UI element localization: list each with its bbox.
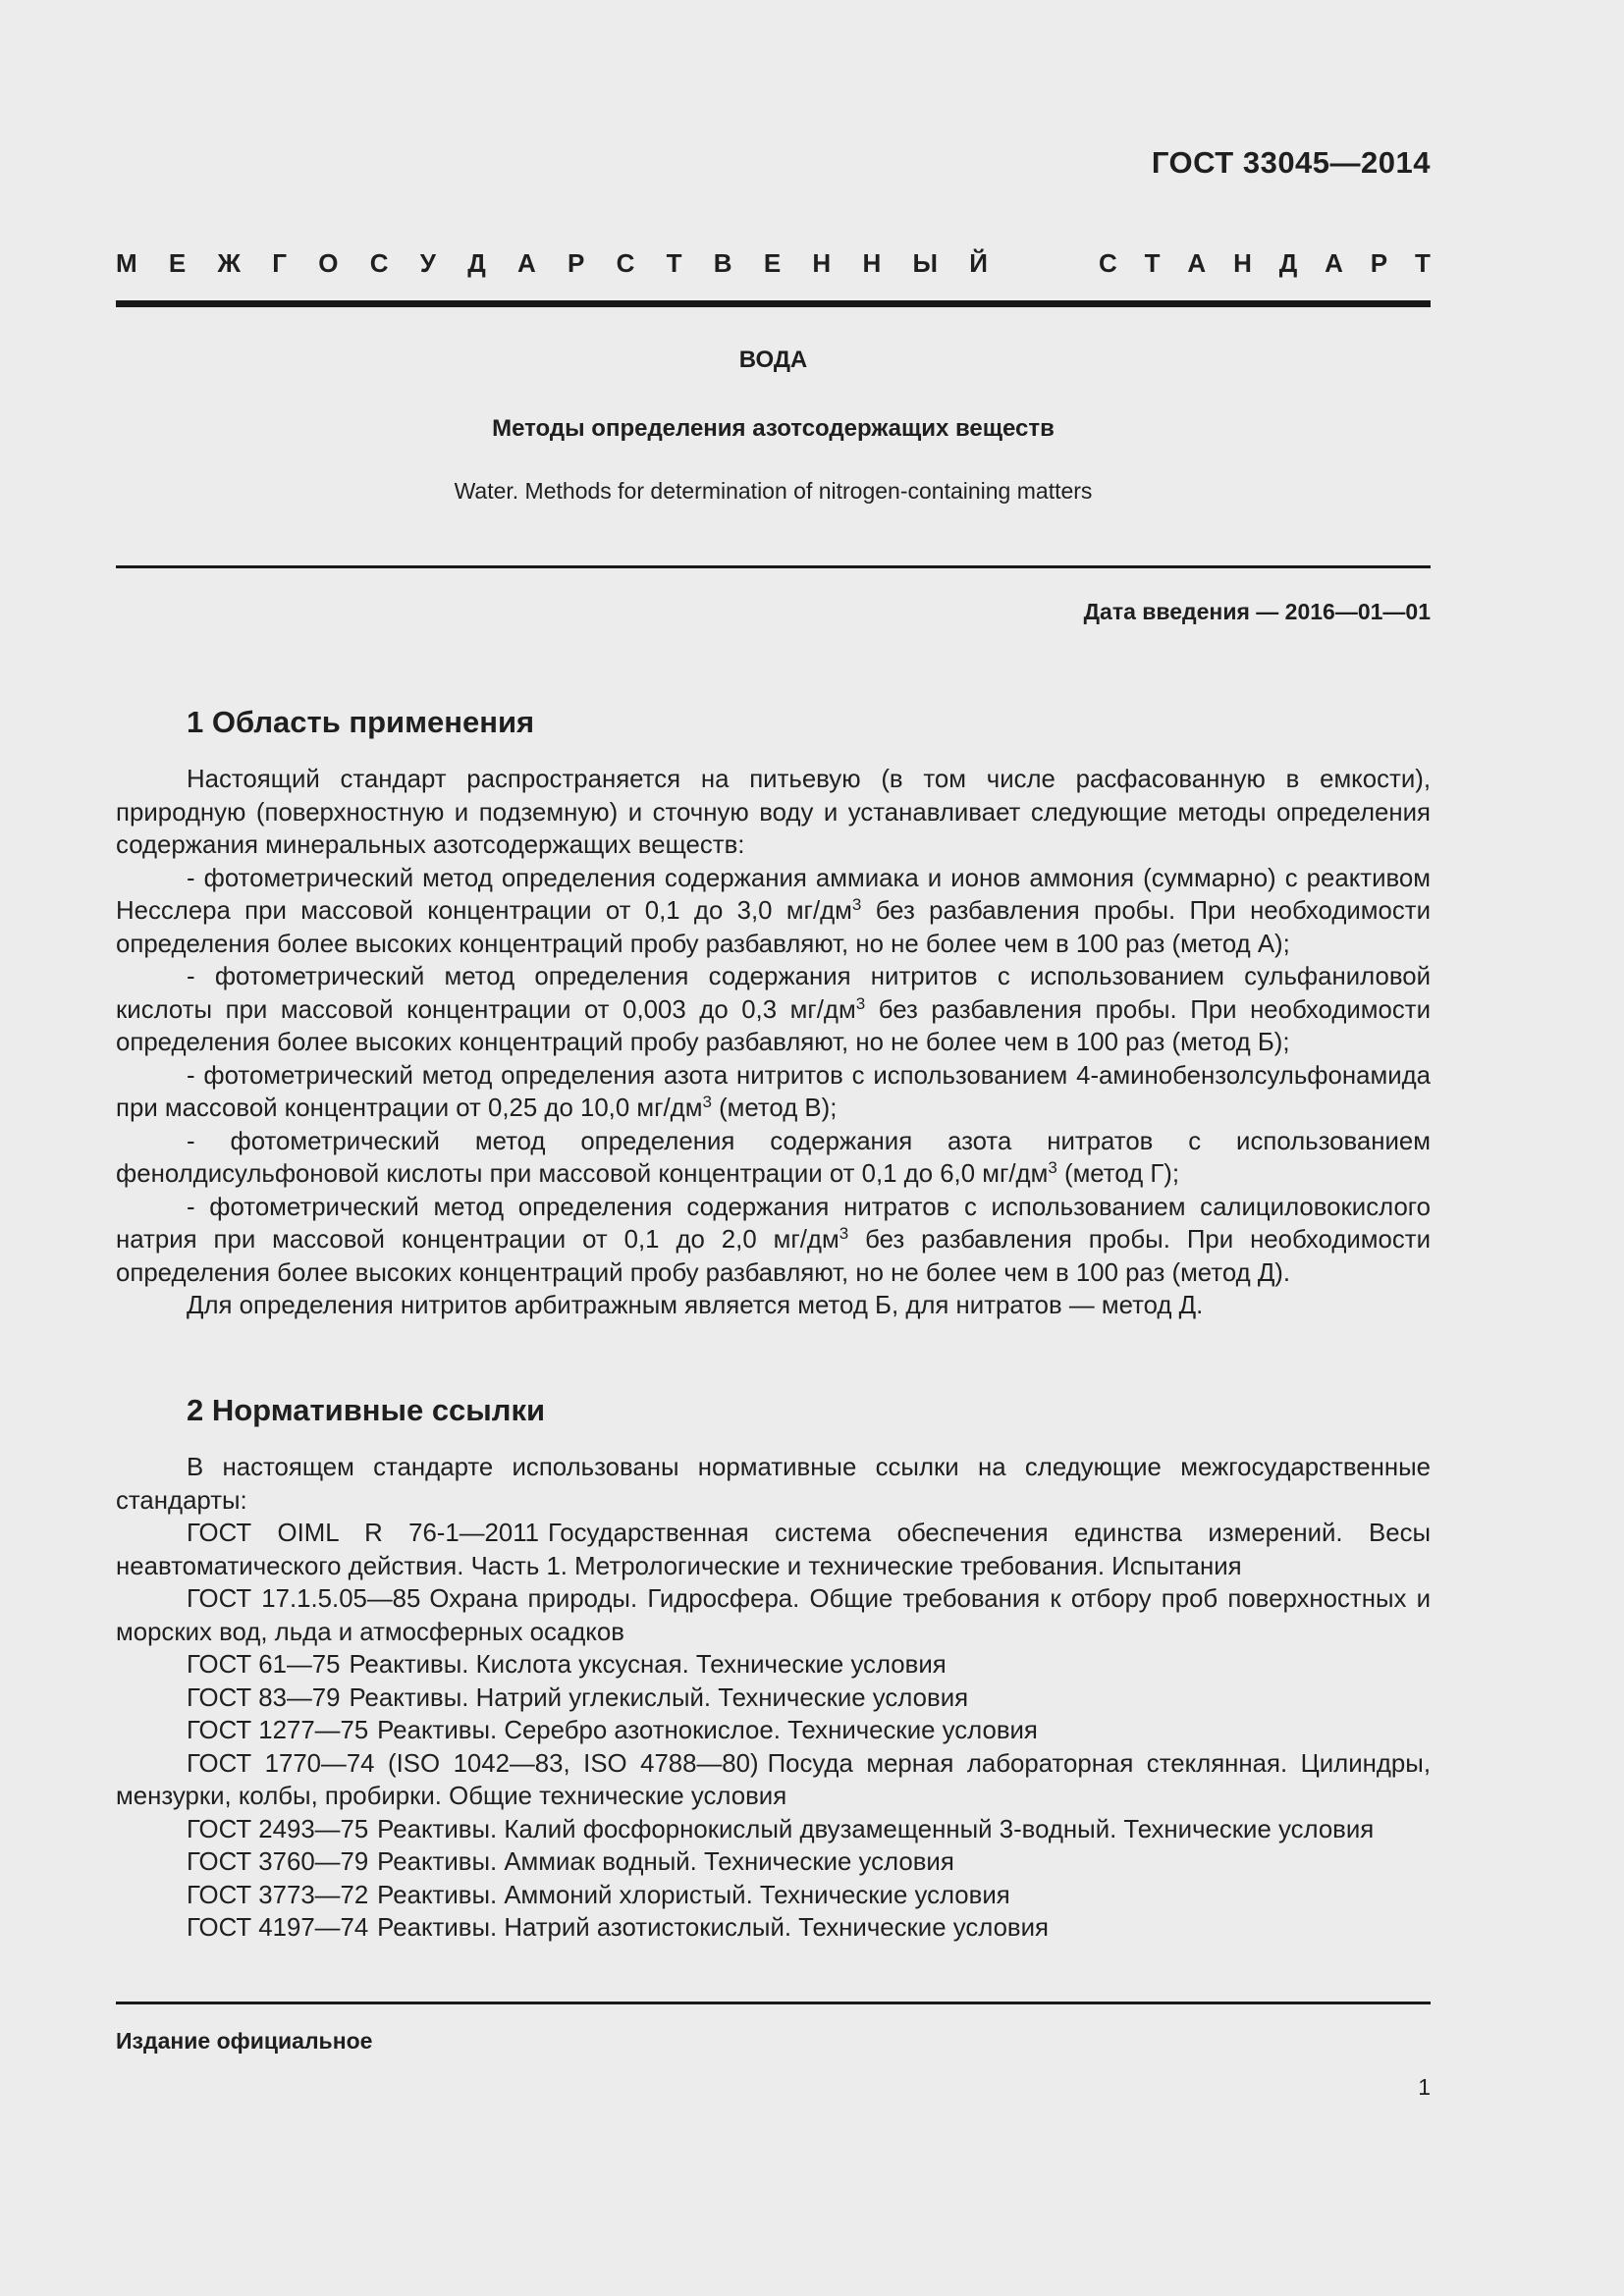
section-heading: 2 Нормативные ссылки: [187, 1393, 546, 1427]
reference-item: [116, 1715, 1431, 1748]
banner-letter: Й: [969, 248, 988, 278]
banner-letter: Е: [763, 248, 782, 278]
official-edition-label: Издание официальное: [116, 2028, 373, 2054]
method-text: без разбавления пробы. При необходимости определения более высоких концентраций пробу разбавляют, но не более чем в 100 раз (метод Б);: [116, 995, 1431, 1056]
method-item-g: [116, 1126, 1431, 1192]
reference-item: [116, 1846, 1431, 1880]
section-heading: 1 Область применения: [187, 705, 535, 739]
reference-item: [116, 1748, 1431, 1814]
banner-word-standard: [1099, 247, 1431, 279]
banner-letter: А: [517, 248, 536, 278]
method-text: - фотометрический метод определения содержания аммиака и ионов аммония (суммарно) с реактивом Несслера при массовой концентрации от 0,1 до 3,0 мг/дм: [116, 864, 1431, 925]
reference-code: ГОСТ 4197—74: [187, 1914, 369, 1942]
banner-letter: В: [713, 248, 732, 278]
banner-letter: А: [1187, 248, 1207, 278]
banner-letter: Р: [1370, 248, 1388, 278]
header-divider: [116, 300, 1431, 307]
page-number: 1: [1418, 2074, 1431, 2100]
method-item-b: [116, 961, 1431, 1060]
section-scope: [116, 703, 1431, 1323]
superscript: 3: [839, 1224, 849, 1243]
title-divider: [116, 565, 1431, 568]
document-title: ВОДА: [738, 347, 808, 373]
banner-letter: Н: [862, 248, 882, 278]
banner-letter: А: [1325, 248, 1343, 278]
reference-text: Реактивы. Аммиак водный. Технические условия: [377, 1848, 954, 1876]
banner-letter: Д: [1278, 248, 1298, 278]
reference-item: [116, 1682, 1431, 1716]
reference-text: Реактивы. Аммоний хлористый. Технические условия: [377, 1881, 1010, 1909]
section-normative-references: [116, 1391, 1431, 1946]
method-text: (метод В);: [711, 1095, 838, 1122]
banner-word-interstate: [116, 247, 988, 279]
banner-letter: Н: [1233, 248, 1252, 278]
document-subtitle: Методы определения азотсодержащих веществ: [492, 415, 1055, 442]
banner-letter: О: [318, 248, 339, 278]
banner-letter: М: [116, 248, 137, 278]
reference-text: Охрана природы. Гидросфера. Общие требования к отбору проб поверхностных и морских вод, льда и атмосферных осадков: [116, 1585, 1431, 1646]
method-text: без разбавления пробы. При необходимости определения более высоких концентраций пробу разбавляют, но не более чем в 100 раз (метод А);: [116, 897, 1431, 958]
banner-letter: Т: [1415, 248, 1431, 278]
superscript: 3: [1048, 1158, 1057, 1177]
paragraph: Настоящий стандарт распространяется на питьевую (в том числе расфасованную в емкости), природную (поверхностную и подземную) и сточную воду и устанавливает следующие методы определения содержания минеральных азотсодержащих веществ:: [116, 766, 1431, 859]
document-title-english: Water. Methods for determination of nitrogen-containing matters: [454, 478, 1093, 504]
reference-code: ГОСТ 2493—75: [187, 1815, 369, 1843]
reference-item: [116, 1880, 1431, 1913]
reference-text: Реактивы. Натрий углекислый. Технические условия: [349, 1683, 969, 1712]
banner-letter: С: [616, 248, 635, 278]
paragraph: В настоящем стандарте использованы нормативные ссылки на следующие межгосударственные стандарты:: [116, 1454, 1431, 1515]
superscript: 3: [851, 895, 862, 914]
reference-code: ГОСТ 17.1.5.05—85: [187, 1585, 421, 1613]
reference-code: ГОСТ 83—79: [187, 1683, 341, 1712]
banner-letter: Д: [467, 248, 486, 278]
reference-item: [116, 1649, 1431, 1682]
method-text: без разбавления пробы. При необходимости определения более высоких концентраций пробу разбавляют, но не более чем в 100 раз (метод Д).: [116, 1226, 1431, 1287]
method-text: - фотометрический метод определения содержания нитритов с использованием сульфаниловой кислоты при массовой концентрации от 0,003 до 0,3 мг/дм: [116, 963, 1431, 1024]
reference-text: Реактивы. Кислота уксусная. Технические условия: [349, 1651, 947, 1679]
reference-text: Реактивы. Серебро азотнокислое. Технические условия: [377, 1717, 1038, 1744]
reference-item: [116, 1518, 1431, 1583]
method-text: (метод Г);: [1056, 1160, 1180, 1188]
footer-divider: [116, 2002, 1431, 2004]
reference-text: Государственная система обеспечения единства измерений. Весы неавтоматического действия. Часть 1. Метрологические и технические требования. Испытания: [116, 1520, 1432, 1580]
reference-text: Реактивы. Натрий азотистокислый. Технические условия: [377, 1914, 1050, 1942]
reference-code: ГОСТ 61—75: [187, 1651, 341, 1679]
banner-letter: Ж: [217, 248, 242, 278]
method-item-a: [116, 863, 1431, 962]
banner-letter: С: [369, 248, 389, 278]
standard-number: ГОСТ 33045—2014: [1151, 145, 1431, 180]
method-text: - фотометрический метод определения азота нитритов с использованием 4-аминобензолсульфонамида при массовой концентрации от 0,25 до 10,0 мг/дм: [116, 1061, 1431, 1122]
method-text: - фотометрический метод определения содержания азота нитратов с использованием фенолдисульфоновой кислоты при массовой концентрации от 0,1 до 6,0 мг/дм: [116, 1127, 1431, 1188]
reference-code: ГОСТ 3773—72: [187, 1881, 369, 1909]
reference-text: Посуда мерная лабораторная стеклянная. Цилиндры, мензурки, колбы, пробирки. Общие технические условия: [116, 1749, 1431, 1810]
method-item-v: [116, 1060, 1431, 1126]
banner-letter: У: [419, 248, 436, 278]
paragraph: Для определения нитритов арбитражным является метод Б, для нитратов — метод Д.: [187, 1292, 1204, 1319]
banner-letter: Ы: [912, 248, 938, 278]
superscript: 3: [702, 1093, 712, 1111]
banner-letter: Г: [272, 248, 288, 278]
reference-code: ГОСТ 1277—75: [187, 1717, 369, 1744]
banner-letter: Р: [568, 248, 585, 278]
method-item-d: [116, 1192, 1431, 1291]
banner-letter: Т: [666, 248, 682, 278]
banner-letter: С: [1099, 248, 1117, 278]
banner-letter: Е: [168, 248, 187, 278]
reference-item: [116, 1583, 1431, 1649]
introduction-date: Дата введения — 2016—01—01: [1083, 599, 1431, 624]
reference-code: ГОСТ OIML R 76-1—2011: [187, 1520, 540, 1547]
reference-item: [116, 1814, 1431, 1847]
reference-code: ГОСТ 1770—74 (ISO 1042—83, ISO 4788—80): [187, 1749, 759, 1778]
interstate-standard-banner: [116, 247, 1431, 279]
banner-letter: Н: [812, 248, 832, 278]
method-text: - фотометрический метод определения содержания нитратов с использованием салициловокислого натрия при массовой концентрации от 0,1 до 2,0 мг/дм: [116, 1193, 1431, 1254]
reference-item: [116, 1912, 1431, 1946]
banner-letter: Т: [1144, 248, 1161, 278]
reference-text: Реактивы. Калий фосфорнокислый двузамещенный 3-водный. Технические условия: [377, 1815, 1375, 1843]
superscript: 3: [855, 993, 866, 1013]
reference-code: ГОСТ 3760—79: [187, 1848, 369, 1876]
